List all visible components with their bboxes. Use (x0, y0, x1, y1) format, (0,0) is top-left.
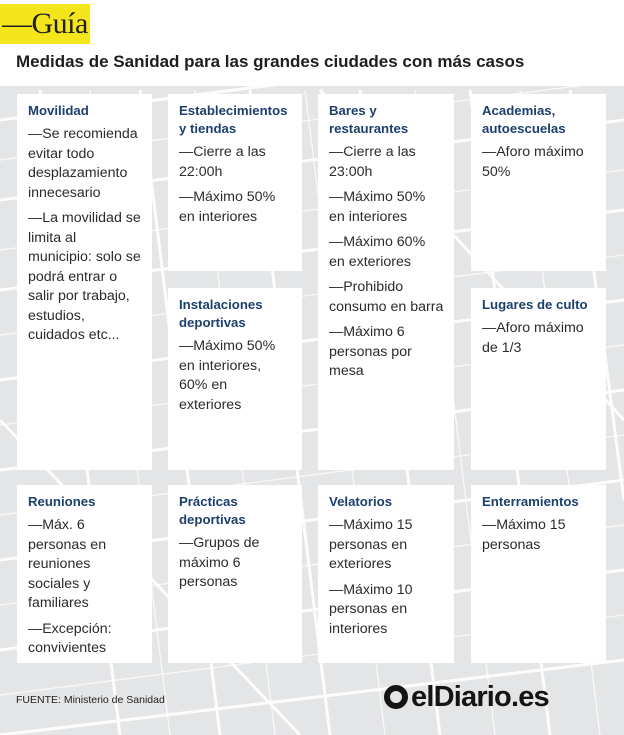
card-item: —Aforo máximo de 1/3 (482, 320, 584, 356)
card-bares (318, 94, 454, 470)
logo-circle-icon (384, 685, 408, 709)
card-item: —Máximo 60% en exteriores (329, 234, 426, 270)
card-title: Velatorios (329, 494, 393, 509)
header-band (0, 0, 624, 86)
card-title: Academias, autoescuelas (482, 103, 566, 136)
card-item: —Cierre a las 23:00h (329, 144, 416, 180)
card-item: —Cierre a las 22:00h (179, 144, 266, 180)
card-item: —Máx. 6 personas en reuniones sociales y familiares (28, 517, 107, 611)
card-item: —Se recomienda evitar todo desplazamiento innecesario (28, 126, 138, 201)
card-reuniones (17, 485, 152, 663)
card-velatorios (318, 485, 454, 663)
card-item: —Máximo 6 personas por mesa (329, 324, 412, 379)
card-item: —Grupos de máximo 6 personas (179, 535, 260, 590)
card-item: —Máximo 50% en interiores (179, 189, 276, 225)
card-item: —Aforo máximo 50% (482, 144, 584, 180)
card-item: —Máximo 10 personas en interiores (329, 581, 413, 637)
page-subtitle: Medidas de Sanidad para las grandes ciudades con más casos (16, 52, 525, 71)
card-item: —Prohibido consumo en barra (329, 279, 444, 315)
card-title: Lugares de culto (482, 297, 588, 312)
source-note: FUENTE: Ministerio de Sanidad (16, 694, 165, 706)
card-title: Instalaciones deportivas (179, 297, 263, 330)
eldiario-logo (384, 678, 549, 716)
card-title: Reuniones (28, 494, 96, 509)
logo-text: elDiario.es (411, 680, 549, 713)
card-item: —Máximo 15 personas en exteriores (329, 517, 413, 572)
card-academias (471, 94, 606, 271)
card-establecimientos (168, 94, 302, 271)
card-item: —Excepción: convivientes (28, 620, 112, 656)
card-practicas (168, 485, 302, 663)
card-item: —Máximo 50% en interiores, 60% en exteriores (179, 338, 276, 413)
card-item: —Máximo 15 personas (482, 517, 566, 553)
card-title: Establecimientos y tiendas (179, 103, 288, 136)
card-instalaciones (168, 288, 302, 470)
card-movilidad (17, 94, 152, 470)
card-enterramientos (471, 485, 606, 663)
card-item: —La movilidad se limita al municipio: solo se podrá entrar o salir por trabajo, estudios, cuidados etc... (28, 210, 141, 343)
card-title: Enterramientos (482, 494, 579, 509)
card-item: —Máximo 50% en interiores (329, 189, 426, 225)
card-title: Bares y restaurantes (329, 103, 409, 136)
card-title: Movilidad (28, 103, 89, 118)
guide-badge: —Guía (0, 4, 90, 44)
card-culto (471, 288, 606, 470)
card-title: Prácticas deportivas (179, 494, 246, 527)
